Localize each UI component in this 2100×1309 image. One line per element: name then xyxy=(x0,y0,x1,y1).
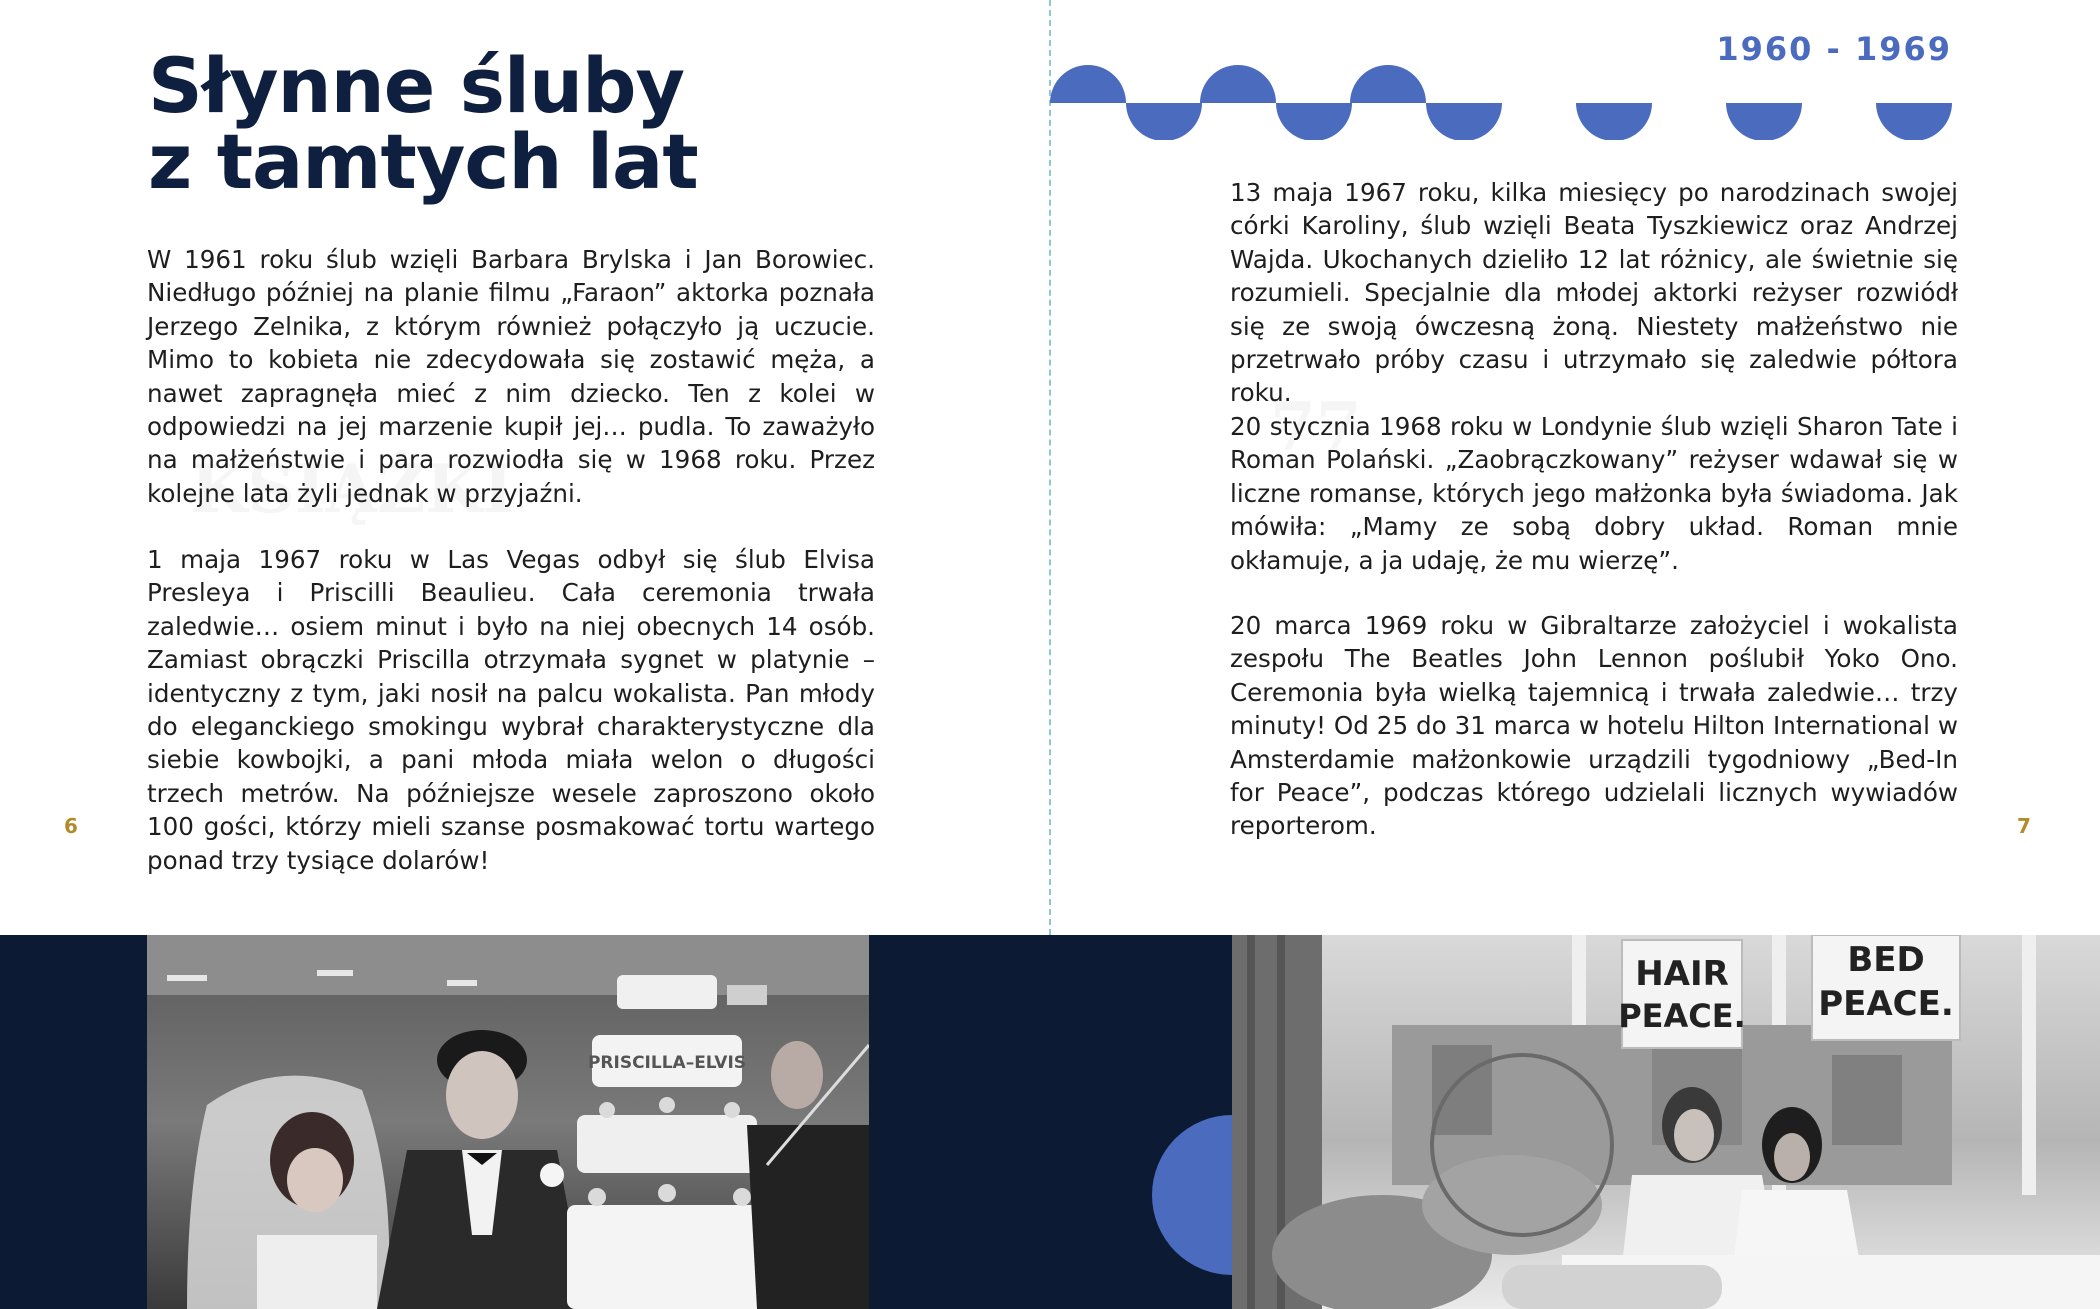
page-number-left: 6 xyxy=(64,814,78,838)
scallop-bottom-3 xyxy=(1426,103,1502,140)
scallop-bottom-1 xyxy=(1126,103,1202,140)
photo-elvis-wedding xyxy=(147,935,869,1309)
page-title-line-2: z tamtych lat xyxy=(148,117,698,206)
scallop-bottom-4 xyxy=(1576,103,1652,140)
scallop-top-2 xyxy=(1200,65,1276,103)
page-title-line-1: Słynne śluby xyxy=(148,41,685,130)
scallop-decoration xyxy=(1050,60,2010,140)
scallop-bottom-6 xyxy=(1876,103,1952,140)
svg-text:PEACE.: PEACE. xyxy=(1618,997,1746,1035)
svg-text:BED: BED xyxy=(1847,940,1925,980)
paragraph-brylska: W 1961 roku ślub wzięli Barbara Brylska i Jan Borowiec. Niedługo później na planie filmu „Faraon” aktorka poznała Jerzego Zelnika, z którym również połączyło ją uczucie. Mimo to kobieta nie zdecydowała się zostawić męża, a nawet zapragnęła mieć z nim dziecko. Ten z kolei w odpowiedzi na jej marzenie kupił jej… pudla. To zaważyło na małżeństwie i para rozwiodła się w 1968 roku. Przez kolejne lata żyli jednak w przyjaźni. xyxy=(147,245,875,508)
scallop-top-3 xyxy=(1350,65,1426,103)
photo-bed-in xyxy=(1232,935,2100,1309)
paragraph-presley: 1 maja 1967 roku w Las Vegas odbył się ślub Elvisa Presleya i Priscilli Beaulieu. Cała ceremonia trwała zaledwie… osiem minut i było na niej obecnych 14 osób. Zamiast obrączki Priscilla otrzymała sygnet w platynie – identyczny z tym, jaki nosił na palcu wokalista. Pan młody do eleganckiego smokingu wybrał charakterystyczne dla siebie kowbojki, a pani młoda miała welon o długości trzech metrów. Na późniejsze wesele zaproszono około 100 gości, którzy mieli szanse posmakować tortu wartego ponad trzy tysiące dolarów! xyxy=(147,545,875,875)
paragraph-lennon: 20 marca 1969 roku w Gibraltarze założyciel i wokalista zespołu The Beatles John Lennon poślubił Yoko Ono. Ceremonia była wielką tajemnicą i trwała zaledwie… trzy minuty! Od 25 do 31 marca w hotelu Hilton International w Amsterdamie małżonkowie urządzili tygodniowy „Bed-In for Peace”, podczas którego udzielali licznych wywiadów reporterom. xyxy=(1230,611,1958,841)
sign-bed-peace xyxy=(1812,935,1960,1040)
scallop-top-1 xyxy=(1050,65,1126,103)
paragraph-tyszkiewicz: 13 maja 1967 roku, kilka miesięcy po narodzinach swojej córki Karoliny, ślub wzięli Beata Tyszkiewicz oraz Andrzej Wajda. Ukochanych dzieliło 12 lat różnicy, ale świetnie się rozumieli. Specjalnie dla młodej aktorki reżyser rozwiódł się ze swoją ówczesną żoną. Niestety małżeństwo nie przetrwało próby czasu i utrzymało się zaledwie półtora roku. xyxy=(1230,178,1958,408)
half-circle-bottom xyxy=(1152,1115,1232,1275)
svg-text:HAIR: HAIR xyxy=(1635,954,1729,994)
cake-text: PRISCILLA–ELVIS xyxy=(587,1053,747,1073)
sign-hair-peace xyxy=(1618,940,1746,1048)
page-gutter xyxy=(1049,0,1051,935)
page-title xyxy=(148,41,948,206)
decade-label: 1960 - 1969 xyxy=(1716,30,1952,68)
scallop-bottom-5 xyxy=(1726,103,1802,140)
page-number-right: 7 xyxy=(2017,814,2031,838)
paragraph-tate: 20 stycznia 1968 roku w Londynie ślub wzięli Sharon Tate i Roman Polański. „Zaobrączkowany” reżyser wdawał się w liczne romanse, których jego małżonka była świadoma. Jak mówiła: „Mamy ze sobą dobry układ. Roman mnie okłamuje, a ja udaję, że mu wierzę”. xyxy=(1230,412,1958,575)
svg-text:PEACE.: PEACE. xyxy=(1818,984,1954,1024)
scallop-bottom-2 xyxy=(1276,103,1352,140)
